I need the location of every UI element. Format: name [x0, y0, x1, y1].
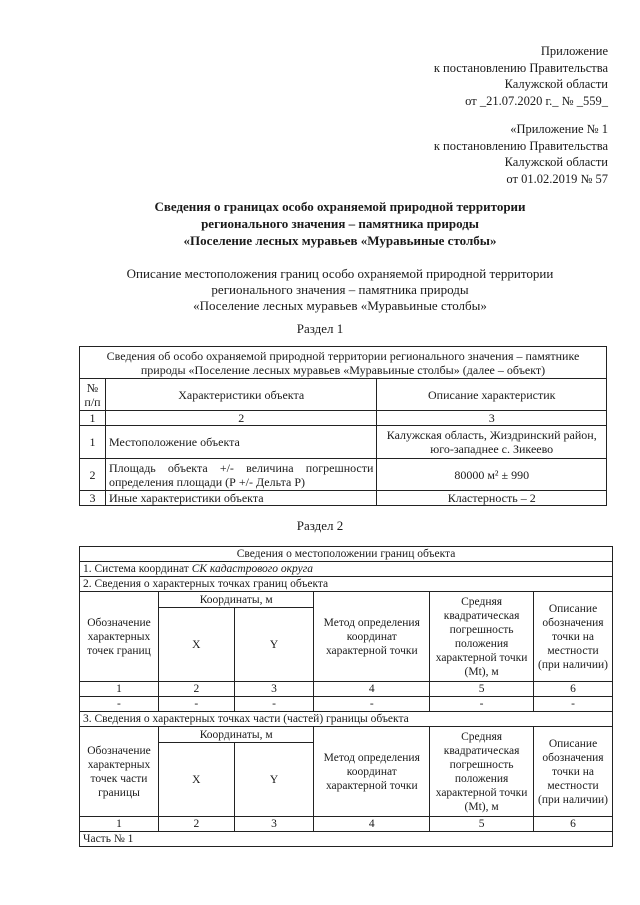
col-x-header: X: [158, 608, 234, 682]
col-designation-part-header: Обозначение характерных точек части границы: [80, 727, 159, 817]
col-desc-header: Описание характеристик: [377, 379, 607, 411]
appendix-prev-line: Калужской области: [504, 155, 608, 169]
col-char-header: Характеристики объекта: [105, 379, 376, 411]
col-index: 2: [158, 817, 234, 832]
dash-cell: -: [158, 697, 234, 712]
section2-table: [79, 546, 613, 847]
section1-table-title: Сведения об особо охраняемой природной территории регионального значения – памятнике природы «Поселение лесных муравьев «Муравьиные столбы» (далее – объект): [80, 347, 607, 379]
subtitle-line: Описание местоположения границ особо охраняемой природной территории: [126, 266, 554, 281]
dash-cell: -: [234, 697, 314, 712]
col-method-header: Метод определения координат характерной точки: [314, 727, 430, 817]
title-line: регионального значения – памятника природы: [201, 216, 479, 231]
col-index: 6: [534, 682, 613, 697]
dash-cell: -: [80, 697, 159, 712]
coord-system-value: СК кадастрового округа: [191, 563, 313, 575]
col-description-header: Описание обозначения точки на местности (при наличии): [534, 592, 613, 682]
parts-heading: 3. Сведения о характерных точках части (частей) границы объекта: [80, 712, 613, 727]
appendix-date: от _21.07.2020 г._ № _559_: [465, 93, 608, 108]
appendix-prev-header: [434, 121, 608, 187]
coord-system-label: 1. Система координат: [83, 563, 192, 575]
col-index: 4: [314, 682, 430, 697]
col-coords-header: Координаты, м: [158, 592, 313, 608]
table-row: [80, 697, 613, 712]
col-index: 5: [430, 817, 534, 832]
title-line: «Поселение лесных муравьев «Муравьиные столбы»: [183, 233, 497, 248]
document-subtitle: [60, 266, 620, 314]
col-index: 5: [430, 682, 534, 697]
section2-heading: Раздел 2: [296, 518, 344, 533]
col-index: 3: [377, 411, 607, 426]
col-method-header: Метод определения координат характерной точки: [314, 592, 430, 682]
col-index: 1: [80, 411, 106, 426]
row-description: Кластерность – 2: [377, 491, 607, 506]
coord-system-row: [80, 562, 613, 577]
col-index: 6: [534, 817, 613, 832]
dash-cell: -: [430, 697, 534, 712]
col-index: 3: [234, 817, 314, 832]
appendix-prev-date: от 01.02.2019 № 57: [506, 171, 608, 186]
subtitle-line: регионального значения – памятника природы: [211, 282, 469, 297]
table-row: [80, 491, 607, 506]
row-number: 3: [80, 491, 106, 506]
section1-table: [79, 346, 607, 506]
col-index: 4: [314, 817, 430, 832]
subtitle-line: «Поселение лесных муравьев «Муравьиные столбы»: [193, 298, 487, 313]
col-designation-header: Обозначение характерных точек границ: [80, 592, 159, 682]
appendix-prev-line: к постановлению Правительства: [433, 138, 608, 153]
table-row: [80, 459, 607, 491]
col-y-header: Y: [234, 743, 314, 817]
table-row: [80, 426, 607, 459]
row-characteristic: Площадь объекта +/- величина погрешности определения площади (Р +/- Дельта Р): [105, 459, 376, 491]
appendix-line: Приложение: [540, 44, 608, 58]
col-accuracy-header: Средняя квадратическая погрешность положения характерной точки (Mt), м: [430, 727, 534, 817]
dash-cell: -: [314, 697, 430, 712]
row-description: Калужская область, Жиздринский район, юго-западнее с. Зикеево: [377, 426, 607, 459]
appendix-prev-line: «Приложение № 1: [510, 122, 608, 136]
col-accuracy-header: Средняя квадратическая погрешность положения характерной точки (Mt), м: [430, 592, 534, 682]
row-characteristic: Иные характеристики объекта: [105, 491, 376, 506]
col-index: 1: [80, 682, 159, 697]
row-number: 1: [80, 426, 106, 459]
col-index: 2: [105, 411, 376, 426]
col-y-header: Y: [234, 608, 314, 682]
col-description-header: Описание обозначения точки на местности (при наличии): [534, 727, 613, 817]
appendix-line: к постановлению Правительства: [433, 60, 608, 75]
row-number: 2: [80, 459, 106, 491]
col-coords-header: Координаты, м: [158, 727, 313, 743]
row-description: 80000 м² ± 990: [377, 459, 607, 491]
row-characteristic: Местоположение объекта: [105, 426, 376, 459]
col-x-header: X: [158, 743, 234, 817]
col-index: 2: [158, 682, 234, 697]
col-index: 3: [234, 682, 314, 697]
appendix-header: [434, 43, 608, 109]
section2-table-title: Сведения о местоположении границ объекта: [80, 547, 613, 562]
title-line: Сведения о границах особо охраняемой природной территории: [154, 199, 526, 214]
section1-heading: Раздел 1: [296, 321, 344, 336]
document-title: [60, 198, 620, 249]
points-heading: 2. Сведения о характерных точках границ объекта: [80, 577, 613, 592]
dash-cell: -: [534, 697, 613, 712]
part-label: Часть № 1: [80, 832, 613, 847]
appendix-line: Калужской области: [504, 77, 608, 91]
col-num-header: № п/п: [80, 379, 106, 411]
col-index: 1: [80, 817, 159, 832]
